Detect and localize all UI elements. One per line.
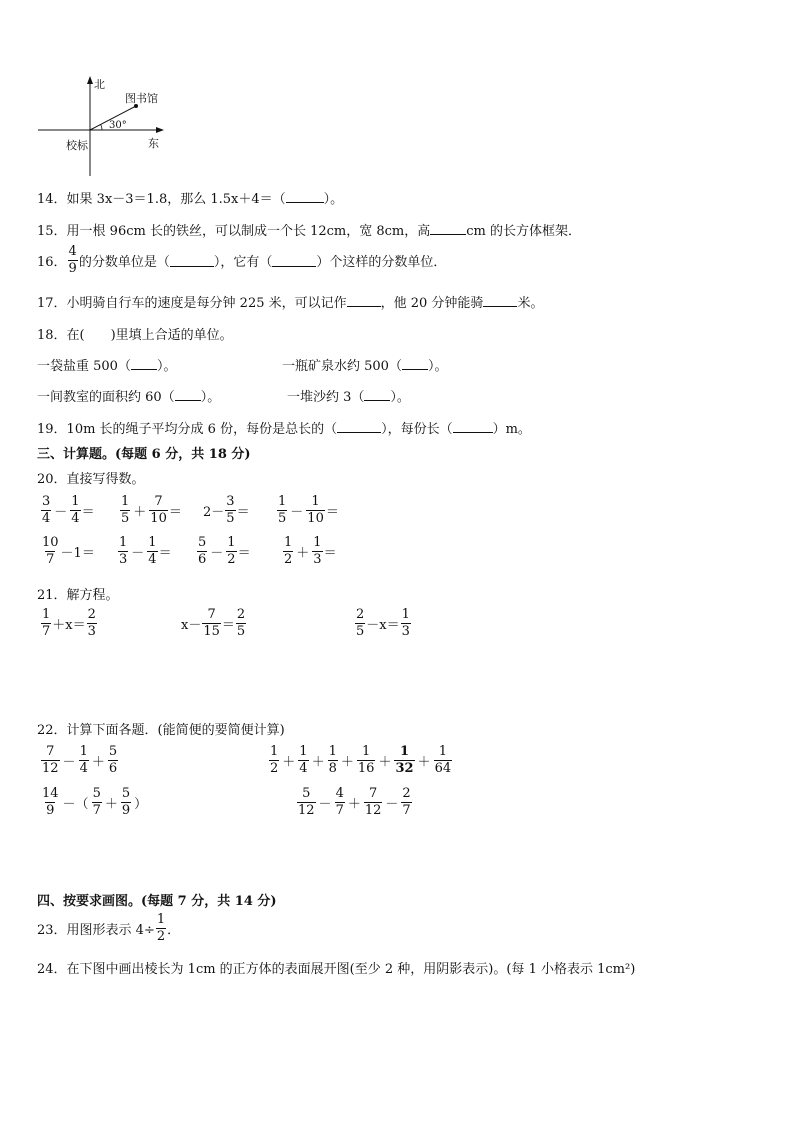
question-20-title: 20．直接写得数。: [37, 472, 145, 487]
expression: $\frac{1}{2}$ ＋ $\frac{1}{4}$ ＋ $\frac{1}{8}$ ＋ $\frac{1}{16}$ ＋ $\frac{1}{32}$ ＋ $\frac{1}{64}$: [270, 744, 452, 776]
expression: 2－ $\frac{3}{5}$ ＝: [203, 494, 250, 526]
question-18-item: 一间教室的面积约 60（ ）。: [37, 390, 221, 405]
compass-east-label: 东: [148, 137, 159, 150]
question-18-item: 一堆沙约 3（ ）。: [287, 390, 410, 405]
expression: $\frac{1}{5}$ ＋ $\frac{7}{10}$ ＝: [121, 494, 182, 526]
answer-blank[interactable]: [131, 357, 157, 370]
question-14: 14．如果 3x－3＝1.8，那么 1.5x＋4＝（ ）。: [37, 192, 344, 207]
question-17: 17．小明骑自行车的速度是每分钟 225 米，可以记作 ，他 20 分钟能骑 米。: [37, 296, 544, 311]
expression: $\frac{14}{9}$ －（ $\frac{5}{7}$ ＋ $\frac{5}{9}$ ）: [42, 786, 148, 818]
answer-blank[interactable]: [453, 420, 493, 433]
fraction: $\frac{4}{9}$: [68, 244, 77, 276]
equation: $\frac{2}{5}$ －x＝ $\frac{1}{3}$: [356, 607, 410, 639]
question-24: 24．在下图中画出棱长为 1cm 的正方体的表面展开图(至少 2 种，用阴影表示)。(每 1 小格表示 1cm²): [37, 962, 636, 977]
answer-blank[interactable]: [483, 294, 517, 307]
expression: $\frac{1}{3}$ － $\frac{1}{4}$ ＝: [119, 535, 172, 567]
question-23: 23．用图形表示 4÷ $\frac{1}{2}$ ．: [37, 912, 181, 944]
answer-blank[interactable]: [430, 222, 466, 235]
expression: $\frac{1}{2}$ ＋ $\frac{1}{3}$ ＝: [284, 535, 337, 567]
expression: $\frac{10}{7}$ －1＝: [42, 535, 95, 567]
answer-blank[interactable]: [175, 388, 201, 401]
question-21-title: 21．解方程。: [37, 588, 119, 603]
equation: $\frac{1}{7}$ ＋x＝ $\frac{2}{3}$: [42, 607, 96, 639]
answer-blank[interactable]: [402, 357, 428, 370]
answer-blank[interactable]: [286, 190, 324, 203]
question-18-title: 18．在( )里填上合适的单位。: [37, 328, 233, 343]
compass-north-label: 北: [94, 78, 105, 91]
answer-blank[interactable]: [272, 254, 316, 267]
compass-target-label: 图书馆: [125, 92, 158, 105]
answer-blank[interactable]: [347, 294, 381, 307]
question-15: 15．用一根 96cm 长的铁丝，可以制成一个长 12cm，宽 8cm，高 cm 的长方体框架．: [37, 224, 582, 239]
question-22-title: 22．计算下面各题．(能简便的要简便计算): [37, 723, 285, 738]
expression: $\frac{5}{6}$ － $\frac{1}{2}$ ＝: [198, 535, 251, 567]
section-3-heading: 三、计算题。(每题 6 分，共 18 分): [37, 447, 251, 462]
question-18-item: 一瓶矿泉水约 500（ ）。: [282, 359, 448, 374]
question-16: 16． $\frac{4}{9}$ 的分数单位是（ ），它有（ ）个这样的分数单位．: [37, 244, 447, 276]
answer-blank[interactable]: [337, 420, 381, 433]
expression: $\frac{3}{4}$ － $\frac{1}{4}$ ＝: [42, 494, 95, 526]
equation: x－ $\frac{7}{15}$ ＝ $\frac{2}{5}$: [181, 607, 246, 639]
answer-blank[interactable]: [170, 254, 214, 267]
question-19: 19．10m 长的绳子平均分成 6 份，每份是总长的（ ），每份长（ ）m。: [37, 422, 531, 437]
compass-angle-label: 30°: [109, 120, 127, 131]
question-18-item: 一袋盐重 500（ ）。: [37, 359, 177, 374]
expression: $\frac{1}{5}$ － $\frac{1}{10}$ ＝: [278, 494, 339, 526]
expression: $\frac{5}{12}$ － $\frac{4}{7}$ ＋ $\frac{7}{12}$ － $\frac{2}{7}$: [298, 786, 411, 818]
compass-origin-label: 校标: [66, 139, 88, 152]
answer-blank[interactable]: [364, 388, 390, 401]
section-4-heading: 四、按要求画图。(每题 7 分，共 14 分): [37, 894, 277, 909]
expression: $\frac{7}{12}$ － $\frac{1}{4}$ ＋ $\frac{5}{6}$: [42, 744, 118, 776]
